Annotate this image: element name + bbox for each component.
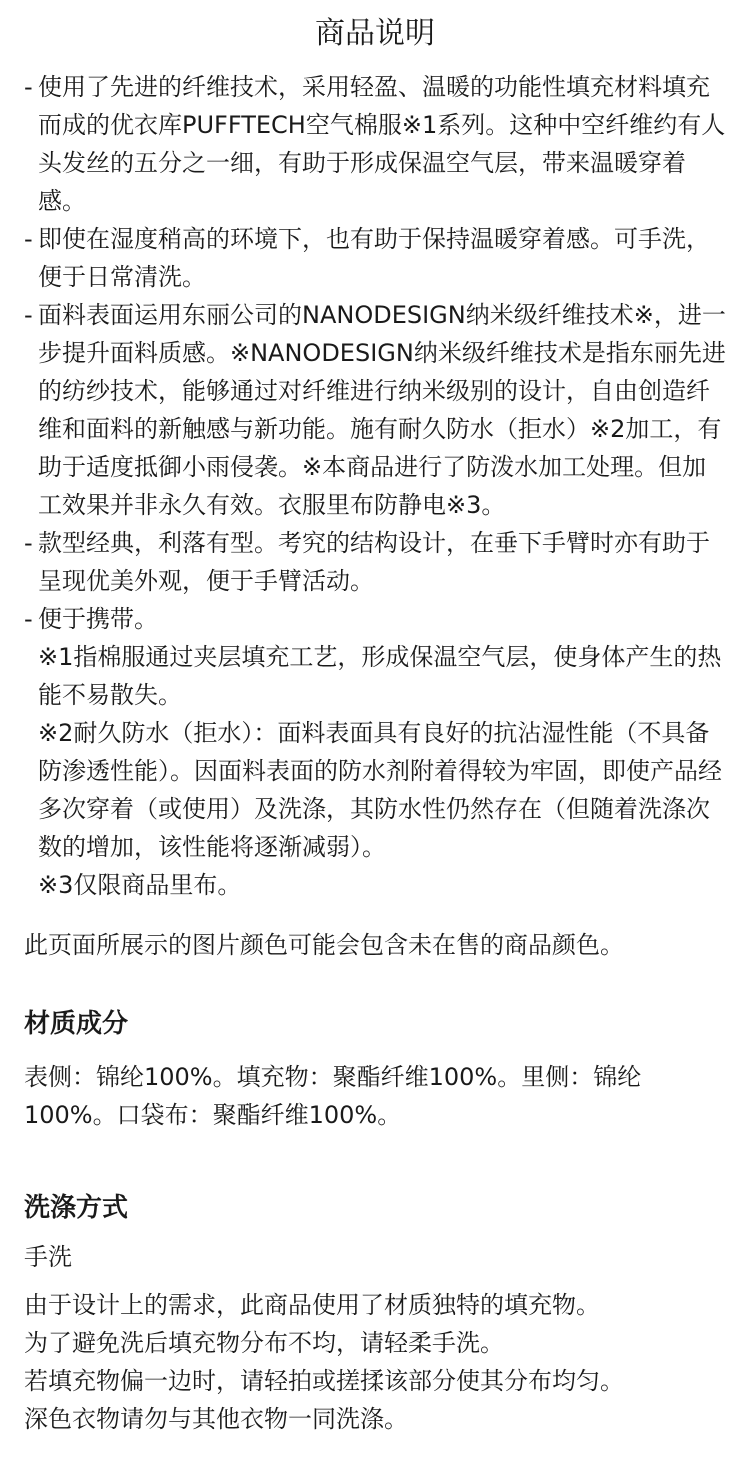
washing-line: 为了避免洗后填充物分布不均，请轻柔手洗。	[24, 1329, 504, 1357]
description-bullet	[24, 68, 728, 220]
washing-line: 由于设计上的需求，此商品使用了材质独特的填充物。	[24, 1291, 600, 1319]
bullet-text: 即使在湿度稍高的环境下，也有助于保持温暖穿着感。可手洗，便于日常清洗。	[38, 225, 710, 291]
bullet-text: 使用了先进的纤维技术，采用轻盈、温暖的功能性填充材料填充而成的优衣库PUFFTECH空气棉服※1系列。这种中空纤维约有人头发丝的五分之一细，有助于形成保温空气层，带来温暖穿着感。	[38, 73, 726, 215]
bullet-mark: -	[24, 605, 33, 633]
description-bullet	[24, 296, 728, 524]
bullet-mark: -	[24, 301, 33, 329]
footnote: ※3仅限商品里布。	[38, 871, 242, 899]
footnote: ※2耐久防水（拒水）：面料表面具有良好的抗沾湿性能（不具备防渗透性能）。因面料表面的防水剂附着得较为牢固，即使产品经多次穿着（或使用）及洗涤，其防水性仍然存在（但随着洗涤次数的增加，该性能将逐渐减弱）。	[38, 719, 722, 861]
bullet-mark: -	[24, 73, 33, 101]
bullet-text: 便于携带。	[38, 605, 158, 633]
washing-method: 手洗	[24, 1243, 72, 1271]
bullet-mark: -	[24, 529, 33, 557]
washing-heading: 洗涤方式	[24, 1193, 129, 1223]
material-heading: 材质成分	[24, 1009, 129, 1039]
washing-line: 若填充物偏一边时，请轻拍或搓揉该部分使其分布均匀。	[24, 1367, 624, 1395]
footnote: ※1指棉服通过夹层填充工艺，形成保温空气层，使身体产生的热能不易散失。	[38, 643, 722, 709]
description-section	[0, 68, 750, 904]
description-bullet	[24, 524, 728, 600]
description-bullet	[24, 220, 728, 296]
washing-line: 深色衣物请勿与其他衣物一同洗涤。	[24, 1405, 408, 1433]
bullet-text: 款型经典，利落有型。考究的结构设计，在垂下手臂时亦有助于呈现优美外观，便于手臂活动。	[38, 529, 710, 595]
bullet-text: 面料表面运用东丽公司的NANODESIGN纳米级纤维技术※，进一步提升面料质感。※NANODESIGN纳米级纤维技术是指东丽先进的纺纱技术，能够通过对纤维进行纳米级别的设计，自由创造纤维和面料的新触感与新功能。施有耐久防水（拒水）※2加工，有助于适度抵御小雨侵袭。※本商品进行了防泼水加工处理。但加工效果并非永久有效。衣服里布防静电※3。	[38, 301, 726, 519]
bullet-mark: -	[24, 225, 33, 253]
description-bullet	[24, 600, 728, 638]
material-text: 表侧：锦纶100%。填充物：聚酯纤维100%。里侧：锦纶100%。口袋布：聚酯纤维100%。	[24, 1063, 642, 1129]
page-title: 商品说明	[315, 16, 435, 51]
color-disclaimer: 此页面所展示的图片颜色可能会包含未在售的商品颜色。	[24, 931, 624, 959]
